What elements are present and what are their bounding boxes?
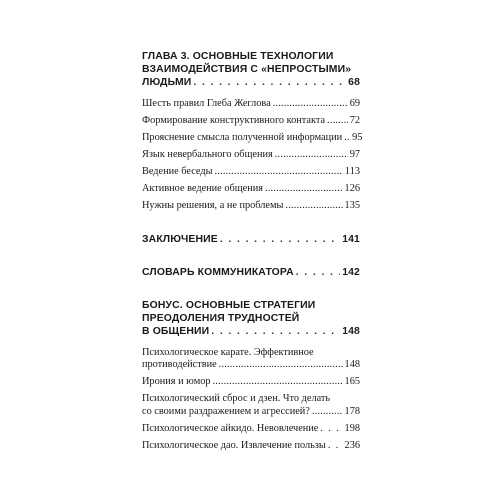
dot-leader (312, 406, 343, 419)
toc-entry (142, 200, 360, 213)
dot-leader (211, 325, 340, 338)
conclusion-title: ЗАКЛЮЧЕНИЕ (142, 233, 218, 245)
toc-entry-page: 95 (352, 132, 363, 143)
bonus-page: 148 (342, 325, 360, 337)
toc-entry (142, 347, 360, 372)
toc-entry-label: Прояснение смысла полученной информации (142, 132, 343, 143)
conclusion-heading (142, 233, 360, 246)
bonus-title-line-1: БОНУС. ОСНОВНЫЕ СТРАТЕГИИ (142, 299, 316, 311)
toc-entry-label: Ирония и юмор (142, 376, 211, 387)
toc-entry (142, 115, 360, 128)
toc-entry-label: Язык невербального общения (142, 149, 273, 160)
toc-entry (142, 149, 360, 162)
toc-entry (142, 440, 360, 453)
toc-entry-page: 135 (344, 200, 360, 211)
table-of-contents (142, 50, 363, 452)
dot-leader (296, 266, 340, 279)
toc-entry-page: 236 (344, 439, 360, 451)
toc-entry-line-2 (142, 406, 360, 419)
toc-entry-page: 126 (344, 183, 360, 194)
chapter-3-title-line-1: ГЛАВА 3. ОСНОВНЫЕ ТЕХНОЛОГИИ (142, 51, 334, 62)
toc-entry (142, 166, 360, 179)
dot-leader (327, 115, 348, 128)
dot-leader (275, 149, 348, 162)
chapter-3-title-end: ЛЮДЬМИ (142, 77, 192, 88)
toc-entry-page: 72 (349, 115, 360, 126)
chapter-3-page: 68 (348, 77, 360, 88)
dot-leader (213, 376, 343, 389)
dot-leader (265, 183, 343, 196)
bonus-heading (142, 299, 360, 338)
dot-leader (344, 132, 350, 145)
toc-entry-label: Ведение беседы (142, 166, 213, 177)
toc-entry (142, 423, 360, 436)
bonus-items (142, 347, 360, 453)
chapter-3-title-line-3 (142, 76, 360, 89)
dot-leader (285, 200, 342, 213)
dot-leader (273, 98, 348, 111)
toc-entry-page: 97 (349, 149, 360, 160)
toc-entry-label: Шесть правил Глеба Жеглова (142, 98, 271, 109)
toc-entry-page: 165 (344, 376, 360, 387)
toc-entry-page: 113 (344, 166, 360, 177)
bonus-title-line-3 (142, 325, 360, 338)
toc-entry-page: 148 (344, 359, 360, 370)
dot-leader (328, 440, 343, 453)
toc-entry (142, 393, 360, 418)
chapter-3-title-line-2: ВЗАИМОДЕЙСТВИЯ С «НЕПРОСТЫМИ» (142, 64, 352, 75)
dot-leader (220, 233, 340, 246)
toc-entry-line-2 (142, 359, 360, 372)
toc-entry-label: Психологическое дао. Извлечение пользы (142, 439, 326, 451)
dot-leader (320, 423, 342, 436)
toc-entry (142, 132, 363, 145)
toc-entry-label-line-2: противодействие (142, 359, 217, 370)
toc-entry-label-line-1: Психологический сброс и дзен. Что делать (142, 393, 331, 404)
dot-leader (219, 359, 343, 372)
toc-entry-page: 69 (349, 98, 360, 109)
chapter-3-items (142, 98, 363, 213)
dot-leader (193, 76, 346, 89)
toc-entry (142, 376, 360, 389)
conclusion-page: 141 (342, 233, 360, 245)
bonus-title-line-2: ПРЕОДОЛЕНИЯ ТРУДНОСТЕЙ (142, 312, 300, 324)
toc-entry-label-line-1: Психологическое карате. Эффективное (142, 346, 314, 358)
glossary-page: 142 (342, 266, 360, 278)
glossary-title: СЛОВАРЬ КОММУНИКАТОРА (142, 266, 294, 278)
toc-entry-label: Психологическое айкидо. Невовлечение (142, 422, 319, 434)
chapter-3-heading (142, 50, 360, 89)
bonus-title-end: В ОБЩЕНИИ (142, 325, 210, 337)
glossary-heading (142, 266, 360, 279)
toc-entry (142, 98, 360, 111)
toc-entry-label: Формирование конструктивного контакта (142, 115, 326, 126)
toc-entry-label: Нужны решения, а не проблемы (142, 200, 284, 211)
toc-entry (142, 183, 360, 196)
toc-entry-label: Активное ведение общения (142, 183, 263, 194)
toc-entry-page: 178 (344, 405, 360, 417)
toc-entry-page: 198 (344, 422, 360, 434)
toc-entry-label-line-2: со своими раздражением и агрессией? (142, 405, 310, 417)
dot-leader (215, 166, 343, 179)
